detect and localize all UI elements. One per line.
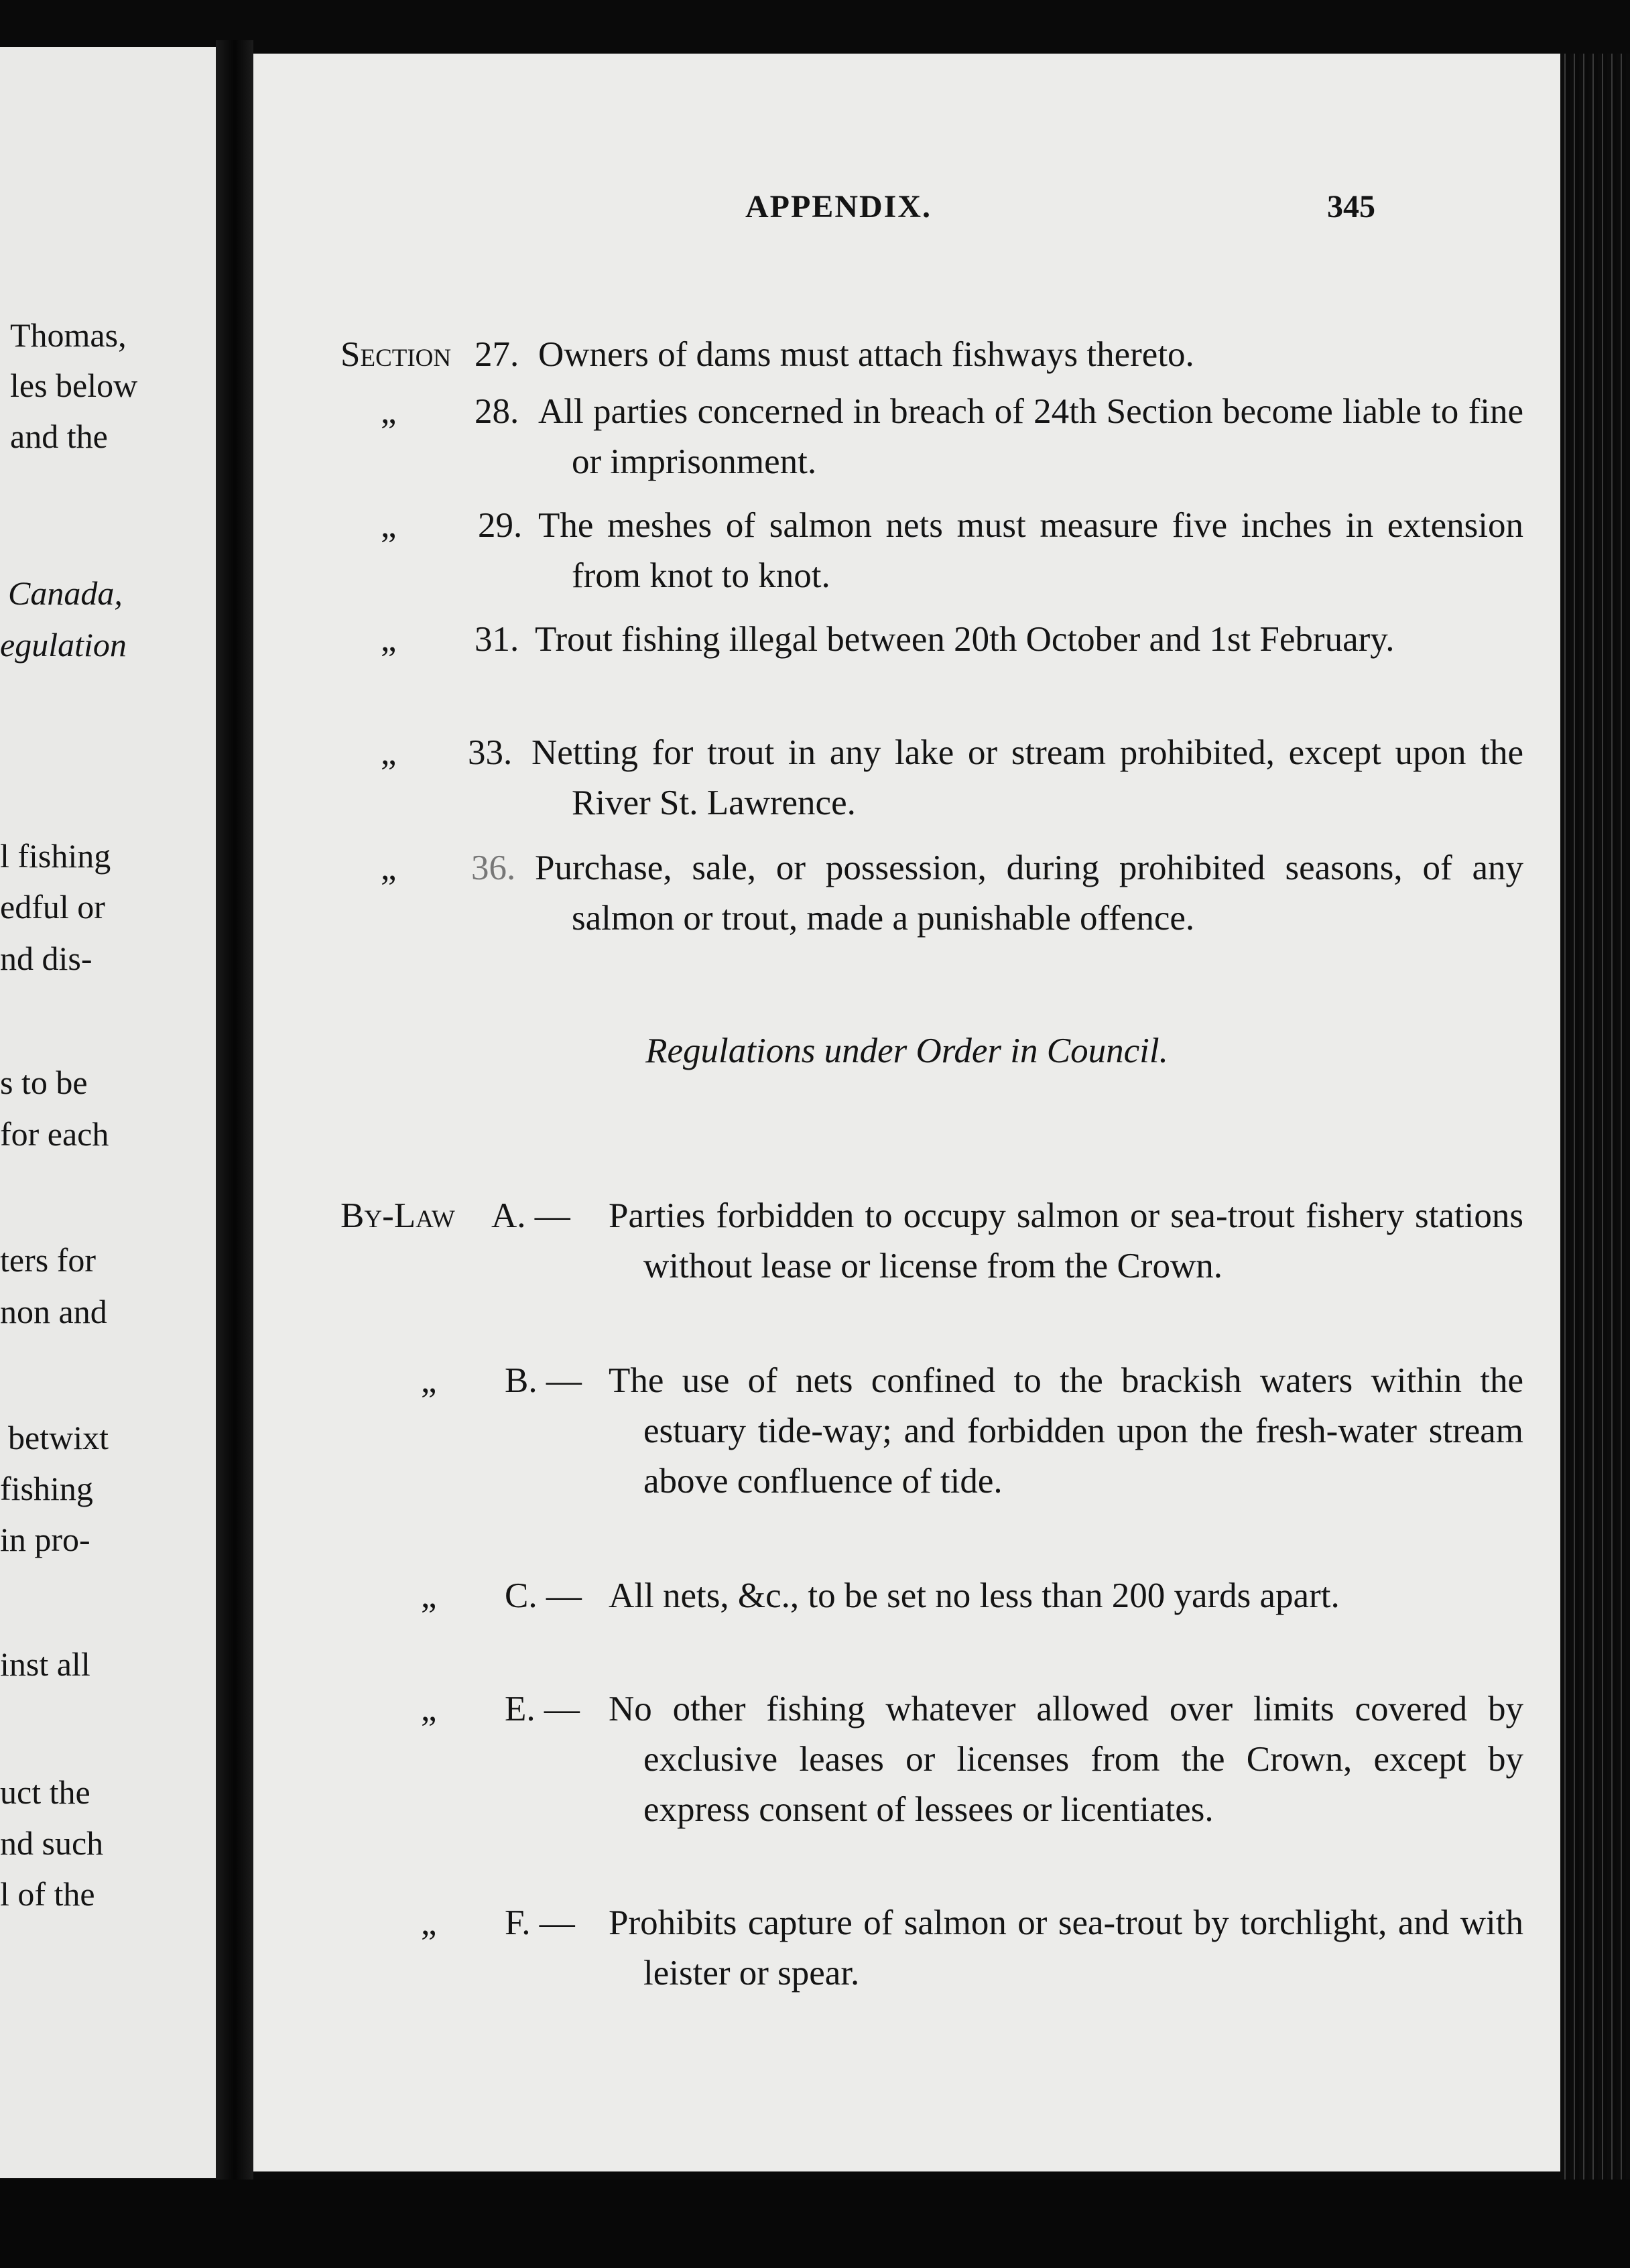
section-text: Owners of dams must attach fishways thereto.	[538, 335, 1194, 374]
page-number: 345	[1327, 189, 1375, 225]
bylaw-entry	[340, 1898, 1523, 2000]
section-number: 27.	[475, 335, 519, 374]
ditto-mark: „	[381, 733, 397, 772]
section-number: 31.	[475, 620, 519, 659]
section-number: 33.	[468, 733, 513, 772]
section-text	[535, 843, 1523, 944]
section-number: 28.	[475, 392, 519, 431]
left-page-line: fishing	[0, 1470, 93, 1507]
bylaw-text	[609, 1684, 1523, 1835]
ditto-mark: „	[421, 1576, 437, 1615]
section-entry	[340, 501, 1523, 603]
ditto-mark: „	[381, 848, 397, 887]
left-page-line: l of the	[0, 1875, 95, 1913]
left-page-line: edful or	[0, 888, 105, 926]
right-page	[253, 54, 1560, 2171]
left-page-line: Thomas,	[10, 316, 127, 354]
bylaw-entry	[340, 1571, 1520, 1673]
bylaw-entry	[340, 1356, 1523, 1560]
section-entry	[340, 330, 1520, 381]
left-page-line: non and	[0, 1293, 107, 1330]
section-text-content: Trout fishing illegal between 20th October and 1st February.	[535, 620, 1395, 659]
left-page-line: uct the	[0, 1773, 90, 1811]
left-page-line: and the	[10, 418, 108, 455]
ditto-mark: „	[381, 620, 397, 659]
section-text	[538, 387, 1523, 487]
ditto-mark: „	[421, 1361, 437, 1400]
bylaw-text-content: Prohibits capture of salmon or sea-trout by torchlight, and with leister or spear.	[609, 1903, 1523, 1993]
section-number: 36.	[471, 848, 516, 887]
ditto-mark: „	[421, 1690, 437, 1728]
scan-border-bottom	[0, 2180, 1630, 2268]
bylaw-letter: A. —	[491, 1196, 570, 1235]
section-prefix: Section	[340, 335, 452, 374]
left-page-line: betwixt	[8, 1419, 109, 1456]
section-entry	[340, 843, 1523, 996]
section-text-content: The meshes of salmon nets must measure five inches in extension from knot to knot.	[538, 506, 1523, 595]
bylaw-letter: C. —	[505, 1576, 582, 1615]
section-text-content: Netting for trout in any lake or stream prohibited, except upon the River St. Lawrence.	[531, 733, 1523, 822]
left-page-line: inst all	[0, 1645, 90, 1683]
book-gutter	[216, 40, 253, 2185]
bylaw-text-content: No other fishing whatever allowed over limits covered by exclusive leases or licenses from the Crown, except by express consent of lessees or licentiates.	[609, 1690, 1523, 1829]
ditto-mark: „	[421, 1903, 437, 1942]
left-page-line: nd dis-	[0, 940, 92, 977]
section-text	[535, 615, 1523, 665]
left-page-line: in pro-	[0, 1521, 90, 1558]
section-entry	[340, 728, 1523, 830]
left-page-line: les below	[10, 367, 138, 404]
left-page-fragment	[0, 47, 216, 2178]
regulations-heading: Regulations under Order in Council.	[645, 1031, 1168, 1070]
bylaw-prefix: By-Law	[340, 1196, 455, 1235]
page-stack-edge	[1560, 54, 1630, 2180]
left-page-line: l fishing	[0, 837, 111, 875]
bylaw-text-content: The use of nets confined to the brackish waters within the estuary tide-way; and forbidden upon the fresh-water stream above confluence of tide.	[609, 1361, 1523, 1501]
bylaw-entry	[340, 1684, 1523, 1888]
bylaw-text	[609, 1898, 1523, 1999]
left-page-line: egulation	[0, 626, 127, 664]
section-entry	[340, 615, 1520, 716]
bylaw-letter: E. —	[505, 1690, 580, 1728]
section-entry	[340, 387, 1523, 489]
left-page-line: s to be	[0, 1064, 88, 1101]
section-text-content: Purchase, sale, or possession, during prohibited seasons, of any salmon or trout, made a punishable offence.	[535, 848, 1523, 938]
left-page-line: nd such	[0, 1824, 104, 1862]
running-header: APPENDIX.	[745, 189, 932, 225]
section-text	[531, 728, 1523, 828]
bylaw-entry	[340, 1191, 1523, 1344]
ditto-mark: „	[381, 392, 397, 431]
ditto-mark: „	[381, 506, 397, 545]
bylaw-letter: F. —	[505, 1903, 575, 1942]
bylaw-letter: B. —	[505, 1361, 582, 1400]
bylaw-text	[609, 1571, 1523, 1621]
bylaw-text	[609, 1356, 1523, 1507]
section-text-content: All parties concerned in breach of 24th Section become liable to fine or imprisonment.	[538, 392, 1523, 481]
left-page-line: for each	[0, 1115, 109, 1153]
section-number: 29.	[478, 506, 523, 545]
bylaw-text-content: Parties forbidden to occupy salmon or sea-trout fishery stations without lease or license from the Crown.	[609, 1196, 1523, 1285]
bylaw-text	[609, 1191, 1523, 1292]
left-page-line: ters for	[0, 1241, 96, 1279]
section-text	[538, 501, 1523, 601]
left-page-line: Canada,	[8, 574, 123, 612]
bylaw-text-content: All nets, &c., to be set no less than 200 yards apart.	[609, 1576, 1340, 1615]
